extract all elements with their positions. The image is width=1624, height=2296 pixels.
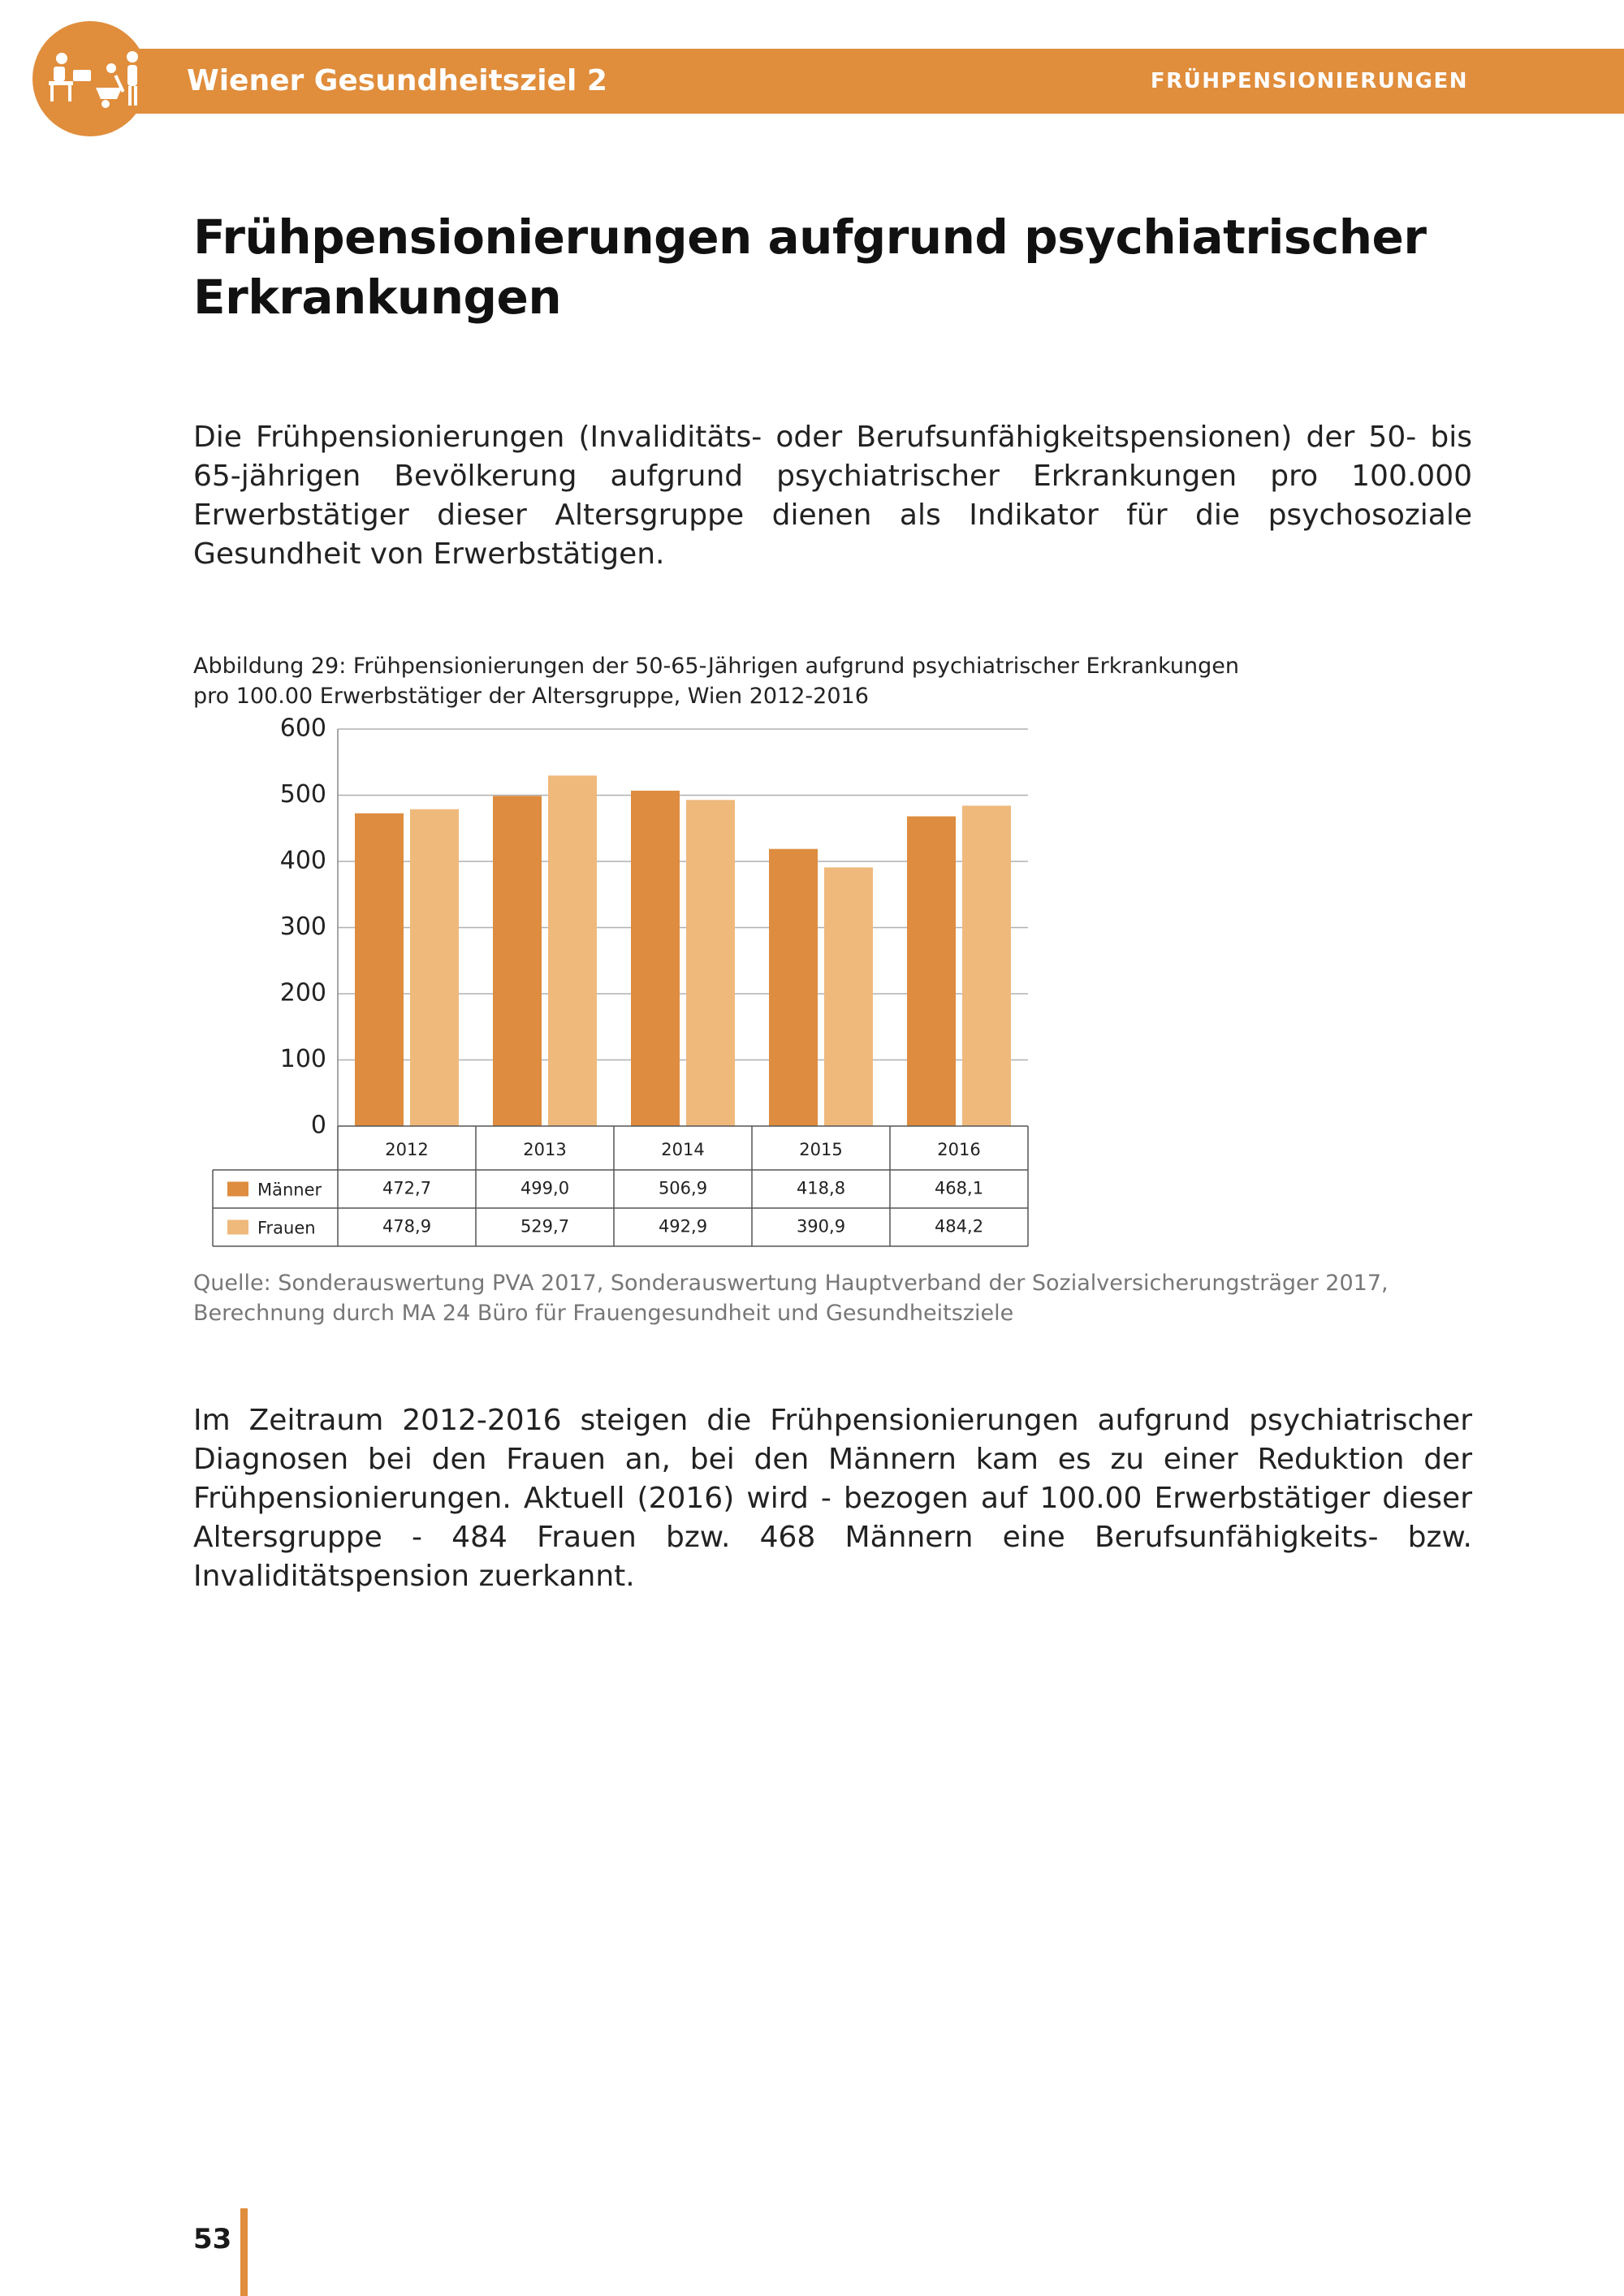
page-title-line-2: Erkrankungen — [193, 270, 562, 325]
legend-swatch — [227, 1182, 248, 1197]
y-tick-label: 300 — [279, 913, 326, 941]
bar-frauen-2012 — [410, 809, 459, 1126]
bar-maenner-2014 — [631, 791, 680, 1126]
data-label: 492,9 — [658, 1216, 708, 1236]
data-label: 506,9 — [658, 1178, 708, 1198]
page-number-rule — [240, 2208, 248, 2296]
bar-frauen-2013 — [548, 775, 597, 1126]
intro-paragraph: Die Frühpensionierungen (Invaliditäts- oder Berufsunfähigkeitspensionen) der 50- bis 65-jährigen Bevölkerung aufgrund psychiatrischer Erkrankungen pro 100.000 Erwerbstätiger dieser Altersgruppe dienen als Indikator für die psychosoziale Gesundheit von Erwerbstätigen. — [193, 421, 1472, 571]
y-tick-label: 500 — [279, 780, 326, 809]
legend-label: Männer — [257, 1180, 322, 1200]
x-tick-label: 2016 — [937, 1140, 981, 1159]
page-number: 53 — [193, 2223, 232, 2255]
bar-frauen-2014 — [686, 800, 735, 1126]
x-tick-label: 2012 — [385, 1140, 429, 1159]
body-paragraph: Im Zeitraum 2012-2016 steigen die Frühpensionierungen aufgrund psychiatrischer Diagnosen bei den Frauen an, bei den Männern kam es zu einer Reduktion der Frühpensionierungen. Aktuell (2016) wird - bezogen auf 100.00 Erwerbstätiger dieser Altersgruppe - 484 Frauen bzw. 468 Männern eine Berufsunfähigkeits- bzw. Invaliditätspension zuerkannt. — [193, 1404, 1472, 1593]
bar-maenner-2013 — [493, 796, 542, 1126]
page-title-line-1: Frühpensionierungen aufgrund psychiatrischer — [193, 209, 1427, 265]
data-label: 418,8 — [796, 1178, 846, 1198]
bar-frauen-2015 — [824, 867, 873, 1126]
data-label: 499,0 — [520, 1178, 570, 1198]
figure-caption-line-1: Abbildung 29: Frühpensionierungen der 50-65-Jährigen aufgrund psychiatrischer Erkrankungen — [193, 654, 1239, 679]
y-tick-label: 600 — [279, 714, 326, 743]
x-tick-label: 2015 — [799, 1140, 843, 1159]
y-tick-label: 200 — [279, 978, 326, 1008]
bar-maenner-2016 — [907, 816, 956, 1126]
legend-swatch — [227, 1220, 248, 1235]
source-note: Quelle: Sonderauswertung PVA 2017, Sonderauswertung Hauptverband der Sozialversicherungsträger 2017, Berechnung durch MA 24 Büro für Frauengesundheit und Gesundheitsziele — [193, 1271, 1389, 1326]
figure-caption-line-2: pro 100.00 Erwerbstätiger der Altersgruppe, Wien 2012-2016 — [193, 684, 869, 709]
data-label: 478,9 — [382, 1216, 432, 1236]
header-section-label: FRÜHPENSIONIERUNGEN — [1150, 69, 1468, 93]
legend-label: Frauen — [257, 1218, 316, 1238]
y-tick-label: 400 — [279, 846, 326, 875]
header-title: Wiener Gesundheitsziel 2 — [187, 64, 607, 97]
data-label: 468,1 — [934, 1178, 984, 1198]
bar-maenner-2012 — [355, 814, 404, 1126]
data-label: 484,2 — [934, 1216, 984, 1236]
data-label: 390,9 — [796, 1216, 846, 1236]
x-tick-label: 2014 — [661, 1140, 705, 1159]
data-label: 472,7 — [382, 1178, 432, 1198]
bar-maenner-2015 — [769, 849, 818, 1126]
y-tick-label: 100 — [279, 1045, 326, 1073]
x-tick-label: 2013 — [523, 1140, 567, 1159]
data-label: 529,7 — [520, 1216, 570, 1236]
bar-frauen-2016 — [962, 805, 1011, 1126]
y-tick-label: 0 — [310, 1111, 326, 1140]
